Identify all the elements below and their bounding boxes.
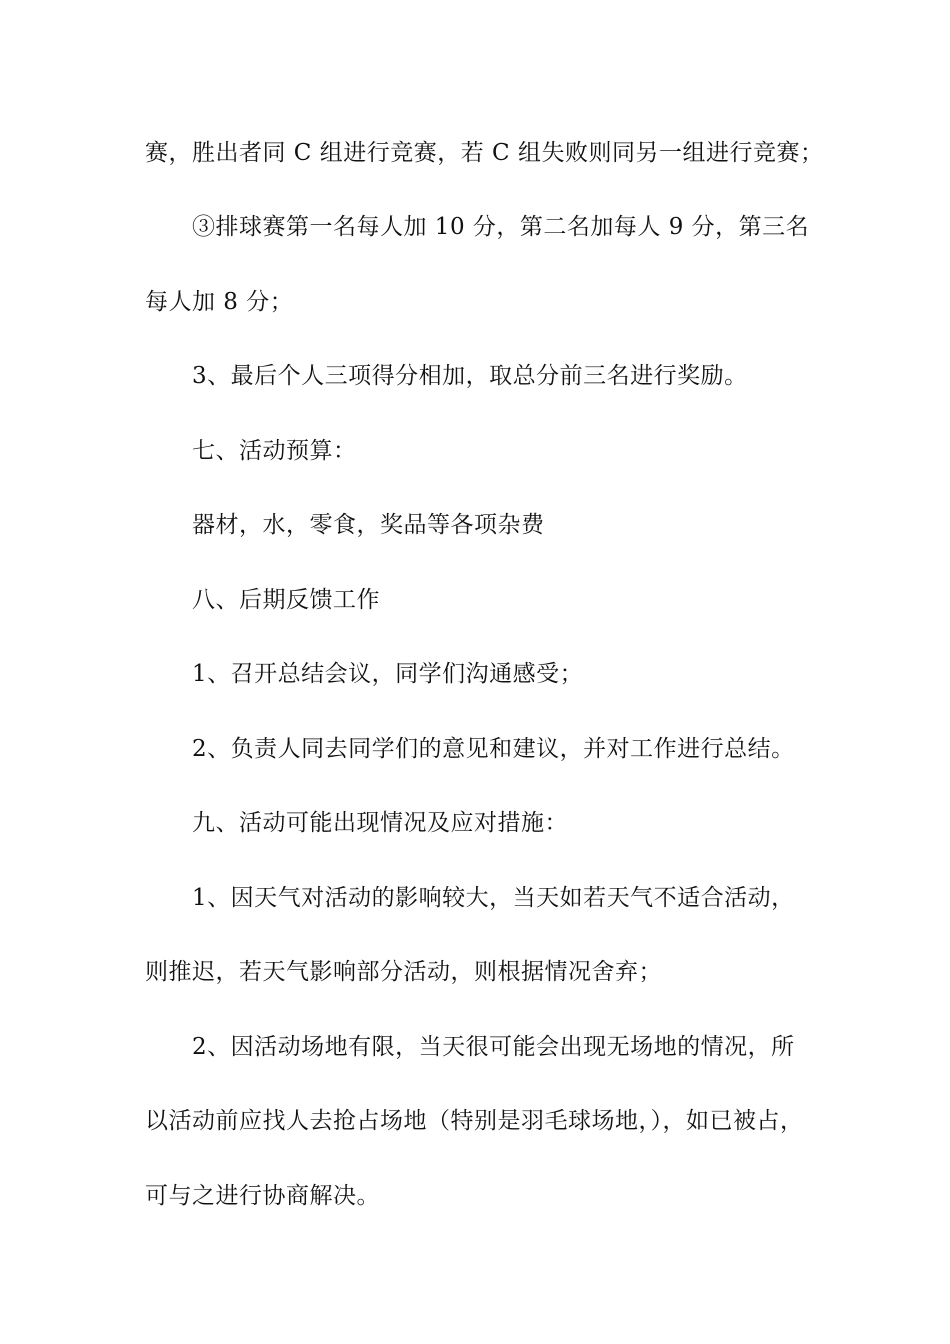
text-line: 则推迟，若天气影响部分活动，则根据情况舍弃； (145, 959, 662, 985)
text-line: ③排球赛第一名每人加 10 分，第二名加每人 9 分，第三名 (192, 214, 810, 240)
text-line: 3、最后个人三项得分相加，取总分前三名进行奖励。 (192, 363, 748, 389)
section-heading: 九、活动可能出现情况及应对措施： (192, 810, 568, 836)
section-heading: 七、活动预算： (192, 438, 357, 464)
text-line: 赛，胜出者同 C 组进行竞赛，若 C 组失败则同另一组进行竞赛； (145, 140, 824, 166)
section-heading: 八、后期反馈工作 (192, 587, 380, 613)
text-line: 1、因天气对活动的影响较大，当天如若天气不适合活动， (192, 885, 795, 911)
text-line: 器材，水，零食，奖品等各项杂费 (192, 512, 545, 538)
text-line: 2、因活动场地有限，当天很可能会出现无场地的情况，所 (192, 1034, 795, 1060)
text-line: 1、召开总结会议，同学们沟通感受； (192, 661, 584, 687)
text-line: 可与之进行协商解决。 (145, 1183, 380, 1209)
text-line: 以活动前应找人去抢占场地（特别是羽毛球场地，），如已被占， (145, 1108, 804, 1134)
text-line: 2、负责人同去同学们的意见和建议，并对工作进行总结。 (192, 736, 795, 762)
text-line: 每人加 8 分； (145, 289, 294, 315)
